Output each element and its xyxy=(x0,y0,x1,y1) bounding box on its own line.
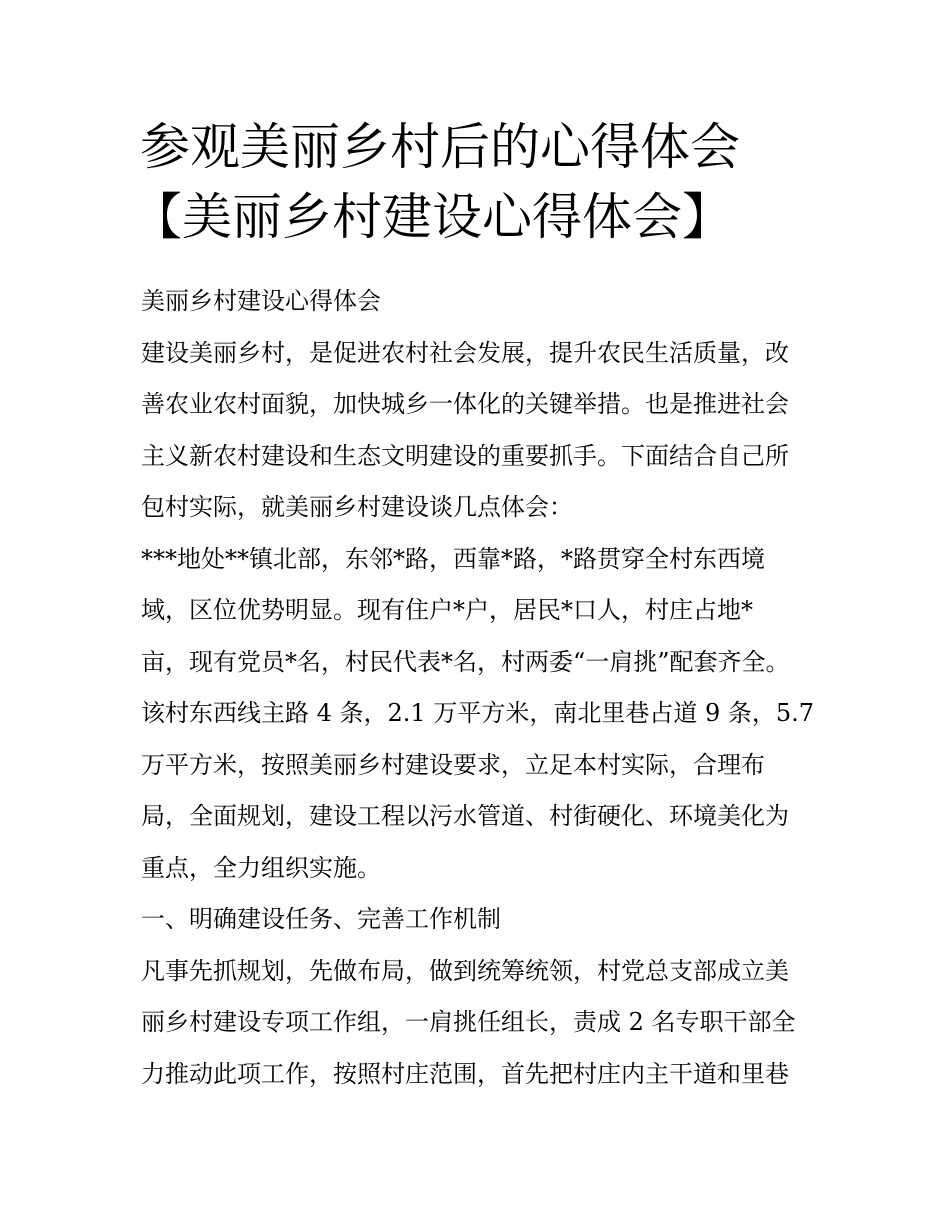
paragraph-line: 力推动此项工作，按照村庄范围，首先把村庄内主干道和里巷 xyxy=(141,1059,789,1088)
subtitle: 美丽乡村建设心得体会 xyxy=(141,287,381,315)
paragraph-line: 凡事先抓规划，先做布局，做到统筹统领，村党总支部成立美 xyxy=(141,956,789,985)
paragraph-line: 善农业农村面貌，加快城乡一体化的关键举措。也是推进社会 xyxy=(141,390,789,418)
paragraph-line: 域，区位优势明显。现有住户*户，居民*口人，村庄占地* xyxy=(141,596,753,624)
paragraph-line: 局，全面规划，建设工程以污水管道、村街硬化、环境美化为 xyxy=(141,802,789,830)
document-title xyxy=(132,112,840,252)
section-heading: 一、明确建设任务、完善工作机制 xyxy=(141,905,501,933)
title-line-2: 【美丽乡村建设心得体会】 xyxy=(132,188,732,246)
paragraph-line: 万平方米，按照美丽乡村建设要求，立足本村实际，合理布 xyxy=(141,750,765,779)
paragraph-line: 亩，现有党员*名，村民代表*名，村两委“一肩挑”配套齐全。 xyxy=(141,647,790,676)
document-body xyxy=(141,276,821,1100)
paragraph-line: 主义新农村建设和生态文明建设的重要抓手。下面结合自己所 xyxy=(141,441,789,470)
paragraph-line: 重点，全力组织实施。 xyxy=(141,853,381,882)
paragraph-line: 丽乡村建设专项工作组，一肩挑任组长，责成 2 名专职干部全 xyxy=(141,1008,796,1036)
title-line-1: 参观美丽乡村后的心得体会 xyxy=(140,118,740,176)
paragraph-line: 包村实际，就美丽乡村建设谈几点体会： xyxy=(141,493,573,521)
paragraph-line: 建设美丽乡村，是促进农村社会发展，提升农民生活质量，改 xyxy=(141,338,789,367)
paragraph-line: 该村东西线主路 4 条，2.1 万平方米，南北里巷占道 9 条，5.7 xyxy=(141,699,815,727)
paragraph-line: ***地处**镇北部，东邻*路，西靠*路，*路贯穿全村东西境 xyxy=(141,544,765,573)
